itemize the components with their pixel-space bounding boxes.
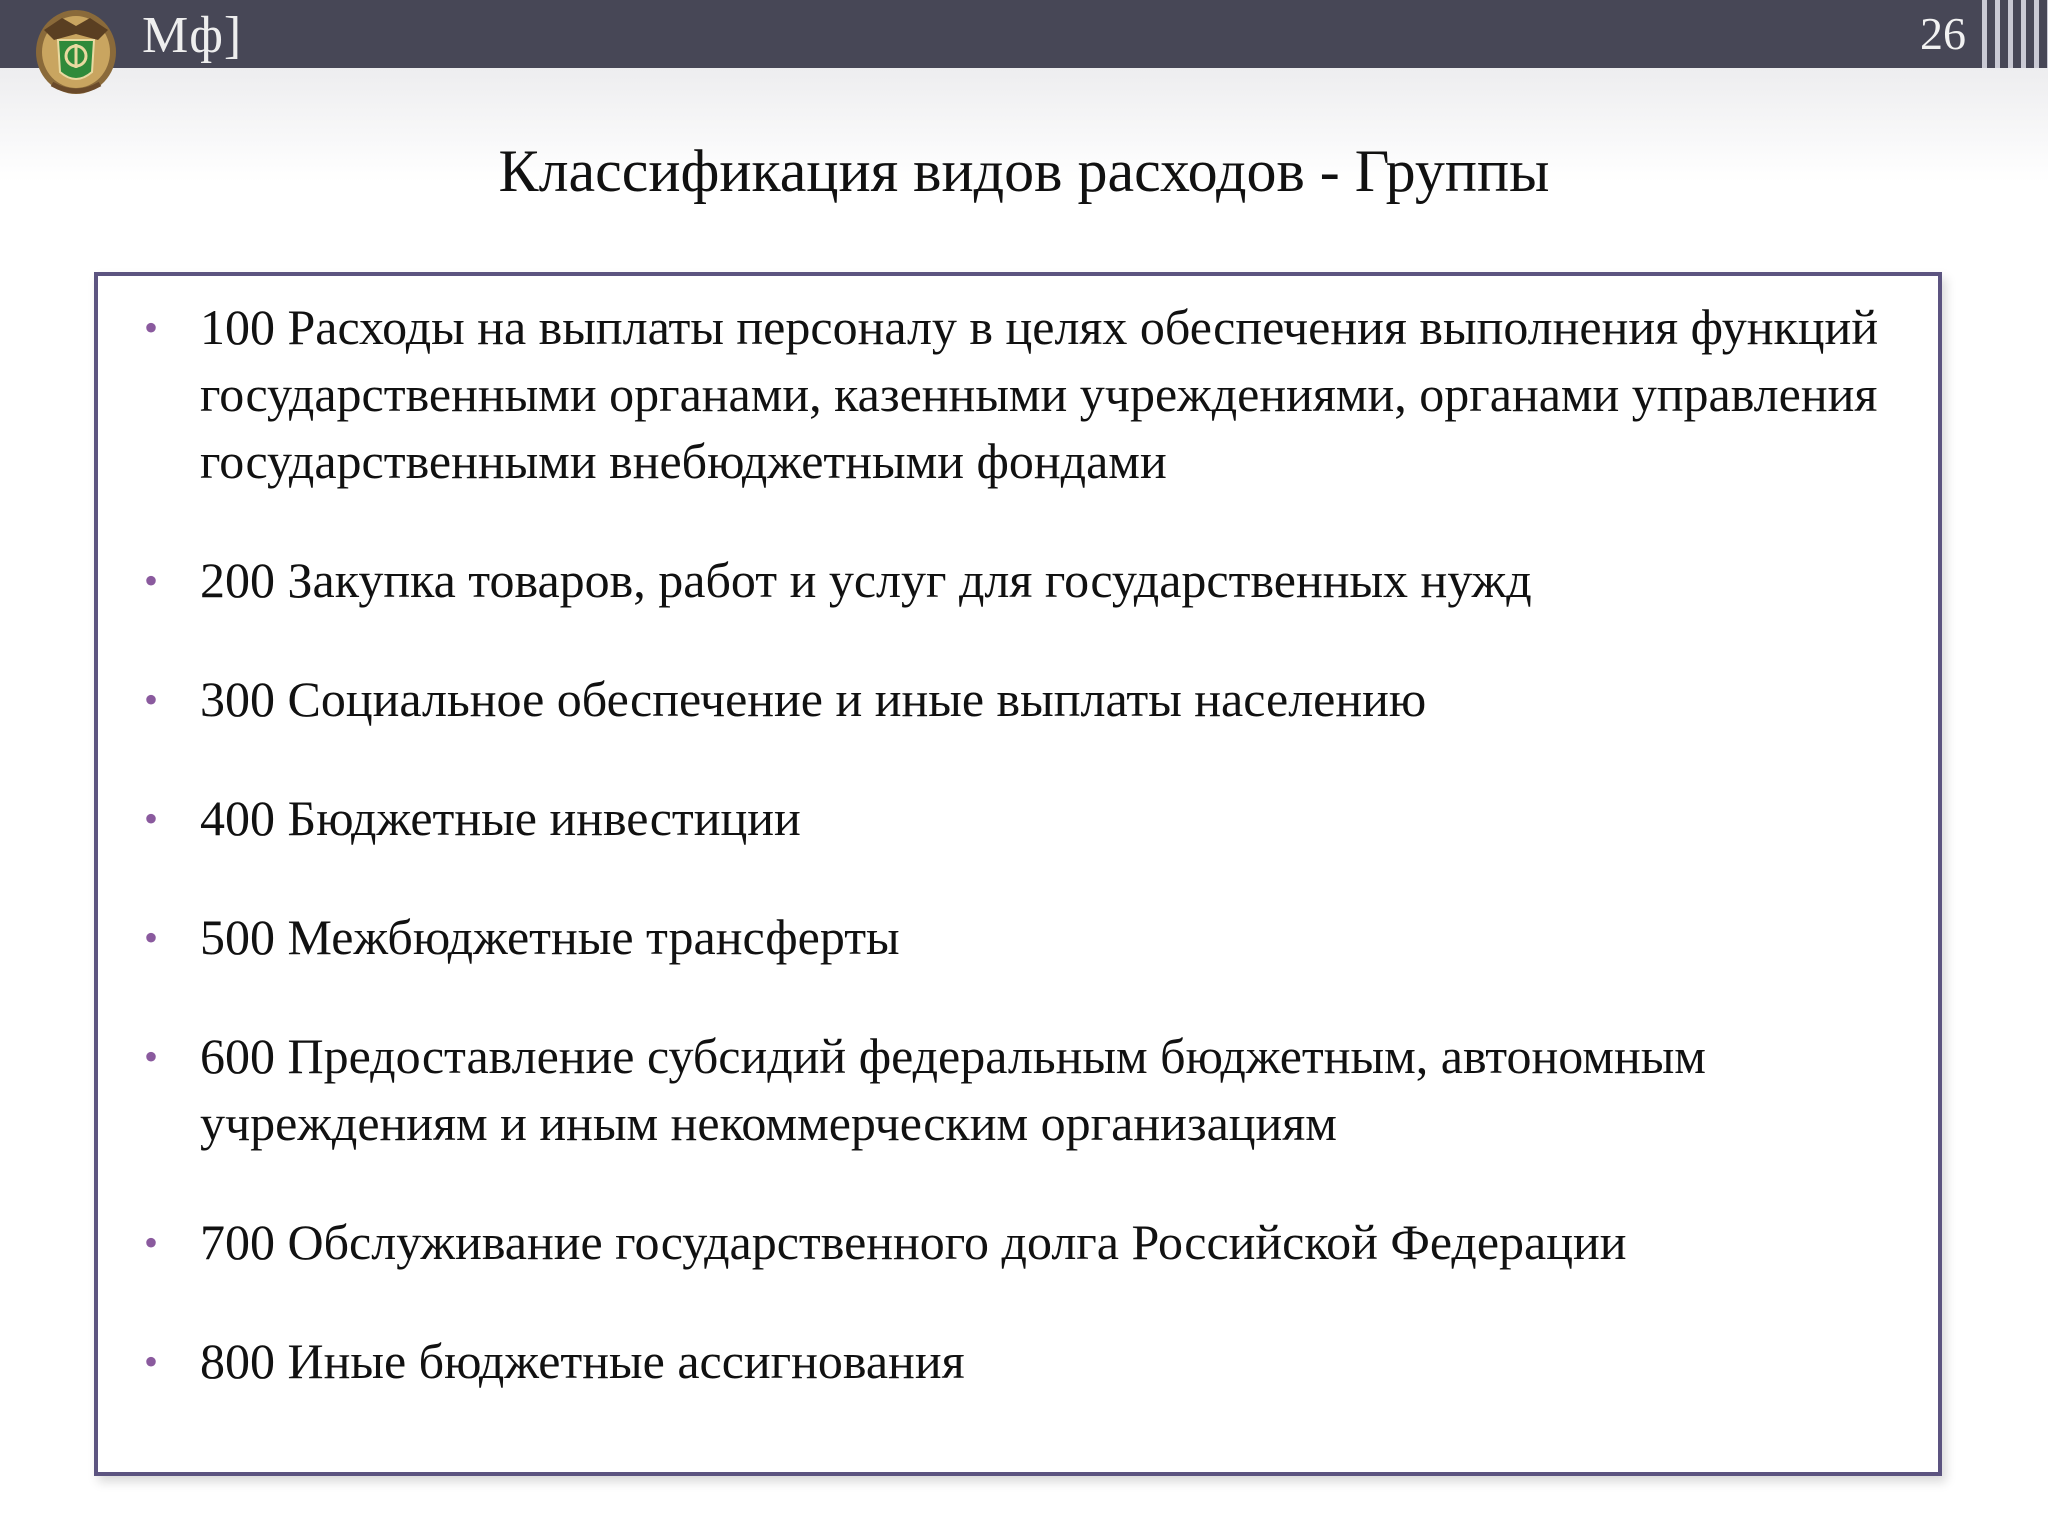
bullet-icon: •: [144, 1034, 159, 1079]
list-item-text: 400 Бюджетные инвестиции: [200, 790, 801, 846]
list-item-text: 800 Иные бюджетные ассигнования: [200, 1333, 965, 1389]
list-item-text: 100 Расходы на выплаты персоналу в целях обеспечения выполнения функций государственными органами, казенными учреждениями, органами управления государственными внебюджетными фондами: [200, 299, 1879, 489]
bullet-icon: •: [144, 1220, 159, 1265]
list-item: [144, 904, 1920, 971]
decorative-stripes: [1982, 0, 2048, 68]
list-item: [144, 666, 1920, 733]
content-frame: [94, 272, 1942, 1476]
brand-logo-text: Мф]: [142, 7, 243, 64]
list-item: [144, 1023, 1920, 1157]
list-item-text: 300 Социальное обеспечение и иные выплаты населению: [200, 671, 1427, 727]
list-item: [144, 547, 1920, 614]
bullet-icon: •: [144, 796, 159, 841]
list-item: [144, 294, 1920, 495]
list-item-text: 700 Обслуживание государственного долга Российской Федерации: [200, 1214, 1627, 1270]
slide-title: Классификация видов расходов - Группы: [498, 138, 1550, 204]
list-item-text: 500 Межбюджетные трансферты: [200, 909, 900, 965]
bullet-icon: •: [144, 558, 159, 603]
ministry-emblem-icon: [32, 0, 120, 100]
page-number: 26: [1920, 8, 1966, 59]
list-item: [144, 1328, 1920, 1395]
list-item: [144, 785, 1920, 852]
bullet-icon: •: [144, 305, 159, 350]
list-item-text: 600 Предоставление субсидий федеральным бюджетным, автономным учреждениям и иным некоммерческим организациям: [200, 1028, 1706, 1151]
bullet-icon: •: [144, 1339, 159, 1384]
list-item-text: 200 Закупка товаров, работ и услуг для государственных нужд: [200, 552, 1532, 608]
bullet-icon: •: [144, 677, 159, 722]
top-bar: [0, 0, 2048, 68]
list-item: [144, 1209, 1920, 1276]
bullet-icon: •: [144, 915, 159, 960]
